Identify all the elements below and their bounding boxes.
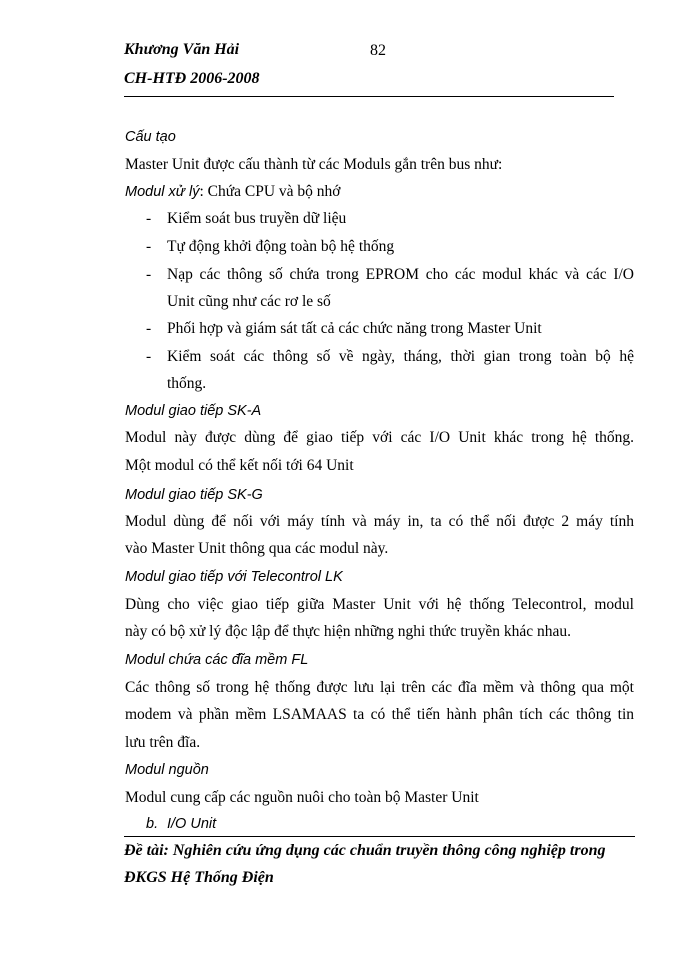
intro-text: Master Unit được cấu thành từ các Moduls gắn trên bus như: xyxy=(125,156,503,173)
cau-tao-heading: Cấu tạo xyxy=(125,129,176,145)
paragraph-line: Các thông số trong hệ thống được lưu lại trên các đĩa mềm và thông qua một xyxy=(125,679,634,696)
modul-xu-ly-label: Modul xử lý xyxy=(125,184,200,200)
bullet-item: Kiểm soát bus truyền dữ liệu xyxy=(167,210,347,227)
paragraph-line: Dùng cho việc giao tiếp giữa Master Unit với hệ thống Telecontrol, modul xyxy=(125,596,634,613)
page-number: 82 xyxy=(370,42,386,59)
footer-rule xyxy=(124,836,635,837)
paragraph-line: lưu trên đĩa. xyxy=(125,734,201,751)
subsection-marker: b. xyxy=(146,816,159,832)
section-heading-fl: Modul chứa các đĩa mềm FL xyxy=(125,652,309,668)
bullet-dash: - xyxy=(146,320,152,337)
bullet-item: Tự động khởi động toàn bộ hệ thống xyxy=(167,238,395,255)
paragraph-line: modem và phần mềm LSAMAAS ta có thể tiến hành phân tích các thông tin xyxy=(125,706,634,723)
modul-xu-ly-line xyxy=(125,183,341,201)
paragraph-line: Modul cung cấp các nguồn nuôi cho toàn bộ Master Unit xyxy=(125,789,479,806)
paragraph-line: này có bộ xử lý độc lập để thực hiện những nghi thức truyền khác nhau. xyxy=(125,623,571,640)
header-rule xyxy=(124,96,614,97)
bullet-item: Kiểm soát các thông số về ngày, tháng, thời gian trong toàn bộ hệ xyxy=(167,348,634,365)
bullet-dash: - xyxy=(146,238,152,255)
bullet-item: Phối hợp và giám sát tất cả các chức năng trong Master Unit xyxy=(167,320,542,337)
header-course: CH-HTĐ 2006-2008 xyxy=(124,70,260,87)
section-heading-sk-g: Modul giao tiếp SK-G xyxy=(125,487,263,503)
bullet-item-cont: Unit cũng như các rơ le số xyxy=(167,293,331,310)
bullet-dash: - xyxy=(146,348,152,365)
paragraph-line: Một modul có thể kết nối tới 64 Unit xyxy=(125,457,354,474)
section-heading-nguon: Modul nguồn xyxy=(125,762,209,778)
bullet-dash: - xyxy=(146,210,152,227)
bullet-item: Nạp các thông số chứa trong EPROM cho các modul khác và các I/O xyxy=(167,266,634,283)
bullet-item-cont: thống. xyxy=(167,375,207,392)
paragraph-line: Modul dùng để nối với máy tính và máy in, ta có thể nối được 2 máy tính xyxy=(125,513,634,530)
modul-xu-ly-text: : Chứa CPU và bộ nhớ xyxy=(199,183,341,200)
header-author: Khương Văn Hải xyxy=(124,41,240,58)
bullet-dash: - xyxy=(146,266,152,283)
footer-topic-line1: Đề tài: Nghiên cứu ứng dụng các chuẩn truyền thông công nghiệp trong xyxy=(124,842,606,859)
paragraph-line: vào Master Unit thông qua các modul này. xyxy=(125,540,389,557)
paragraph-line: Modul này được dùng để giao tiếp với các I/O Unit khác trong hệ thống. xyxy=(125,429,634,446)
section-heading-sk-a: Modul giao tiếp SK-A xyxy=(125,403,262,419)
footer-topic-line2: ĐKGS Hệ Thống Điện xyxy=(124,869,274,886)
section-heading-telecontrol: Modul giao tiếp với Telecontrol LK xyxy=(125,569,343,585)
subsection-title: I/O Unit xyxy=(167,816,217,832)
